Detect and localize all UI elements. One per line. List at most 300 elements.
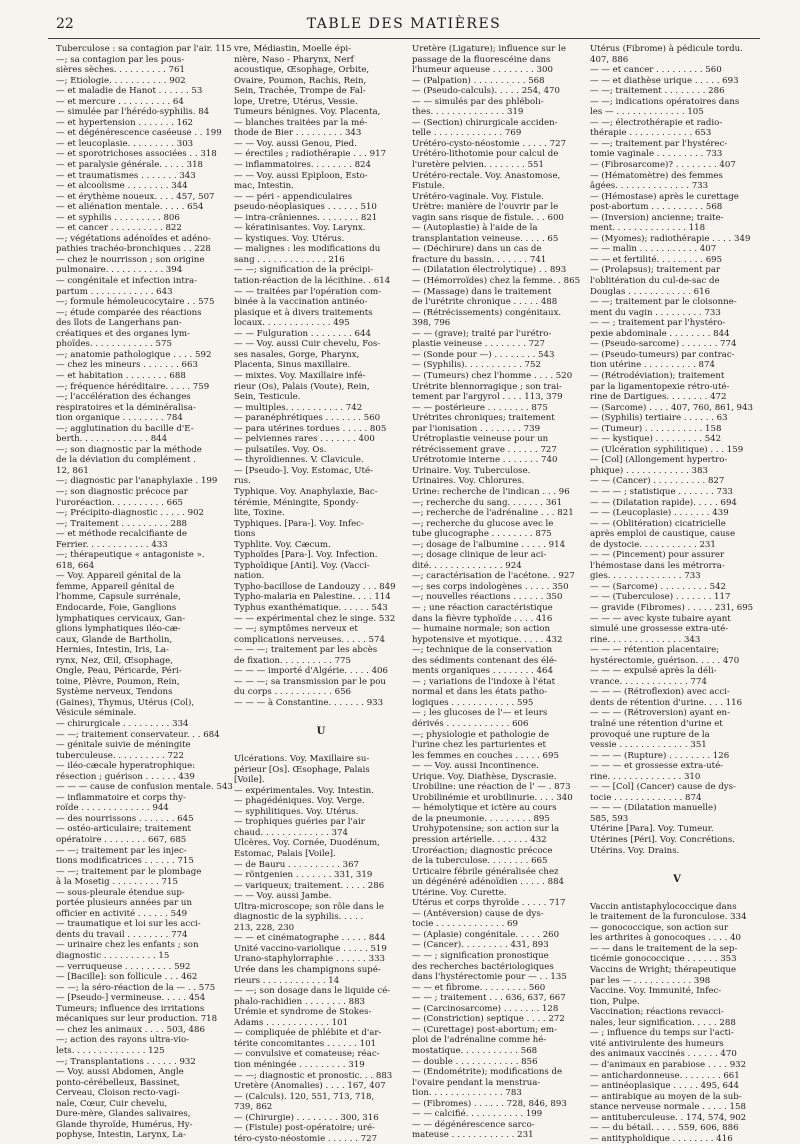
index-entry-line: — — et diathèse urique . . . . . 693 <box>590 75 739 86</box>
index-entry-line: (Gaines), Thymus, Utérus (Col), <box>56 697 195 708</box>
index-entry-line: des animaux vaccinés . . . . . . 470 <box>590 1049 737 1060</box>
index-entry-line: passage de la fluorescéine dans <box>412 54 551 65</box>
index-entry-line: pexie abdominale . . . . . . . . 844 <box>590 328 730 339</box>
index-entry-line: berth. . . . . . . . . . . . . 844 <box>56 434 168 445</box>
index-entry-line: tion, Pulpe. <box>590 996 640 1007</box>
index-entry-line: — (Palpation) . . . . . . . . . . 568 <box>412 75 545 86</box>
index-entry-line: —; Transplantations . . . . . . 932 <box>56 1056 196 1067</box>
index-entry-line: telle . . . . . . . . . . . . . 769 <box>412 128 522 139</box>
index-entry-line: — (Massage) dans le traitement <box>412 286 552 297</box>
index-entry-line: officier en activité . . . . . . 549 <box>56 908 188 919</box>
index-entry-line: gies. . . . . . . . . . . . . . 733 <box>590 571 701 582</box>
section-letter: U <box>316 726 326 737</box>
index-entry-line: des recherches bactériologiques <box>412 961 554 972</box>
index-entry-line: — chez les mineurs . . . . . . . 663 <box>56 360 198 371</box>
index-entry-line: mostatique. . . . . . . . . . . 568 <box>412 1045 538 1056</box>
index-entry-line: Douglas . . . . . . . . . . . . 616 <box>590 286 711 297</box>
index-entry-line: Ferrier. . . . . . . . . . . . 433 <box>56 539 168 550</box>
index-entry-line: normal et dans les états patho- <box>412 687 548 698</box>
index-entry-line: caux, Glande de Bartholin, <box>56 634 173 645</box>
index-entry-line: l'humeur aqueuse . . . . . . . . 300 <box>412 65 553 76</box>
index-entry-line: les arthrites à gonocoques . . . . 40 <box>590 933 742 944</box>
index-entry-line: résection ; guérison . . . . . . 439 <box>56 771 195 782</box>
index-entry-line: tuberculeuse. . . . . . . . . . 722 <box>56 750 184 761</box>
index-entry-line: — (Cancer). . . . . . . . . 431, 893 <box>412 940 549 951</box>
index-columns <box>56 44 764 1144</box>
index-entry-line: Système nerveux, Tendons <box>56 687 173 698</box>
index-entry-line: le traitement de la furonculose. 334 <box>590 912 747 923</box>
index-entry-line: Typhlite. Voy. Cæcum. <box>234 539 331 550</box>
index-entry-line: Urétéro-cysto-néostomie . . . . . 727 <box>412 138 567 149</box>
index-entry-line: — — Fulguration . . . . . . . . 644 <box>234 328 371 339</box>
index-entry-line: 739, 862 <box>234 1102 273 1113</box>
index-entry-line: — ; influence du temps sur l'acti- <box>590 1028 734 1039</box>
index-entry-line: rieurs . . . . . . . . . . . . 14 <box>234 975 340 986</box>
index-entry-line: — —; la séro-réaction de la — . . 575 <box>56 982 216 993</box>
index-entry-line: vagin sans risque de fistule. . . 600 <box>412 212 564 223</box>
index-entry-line: — — — et grossesse extra-uté- <box>590 761 724 772</box>
index-entry-line: Dure-mère, Glandes salivaires, <box>56 1109 191 1120</box>
index-entry-line: — [Pseudo-]. Voy. Estomac, Uté- <box>234 465 373 476</box>
index-entry-line: — antityphoïdique . . . . . . . . 416 <box>590 1133 733 1144</box>
index-entry-line: — — — (Rétroflexion) avec acci- <box>590 687 730 698</box>
index-entry-line: hystérectomie, guérison. . . . . 470 <box>590 655 740 666</box>
index-entry-line: tocie . . . . . . . . . . . . . 69 <box>412 919 518 930</box>
index-entry-line: dents de rétention d'urine. . . . 116 <box>590 697 743 708</box>
index-entry-line: Uretère (Ligature); influence sur le <box>412 44 566 54</box>
index-entry-line: Vaccination; réactions revacci- <box>590 1007 724 1018</box>
index-entry-line: Urique. Voy. Diathèse, Dyscrasie. <box>412 771 557 782</box>
index-entry-line: de l'urétrite chronique . . . . . 488 <box>412 297 558 308</box>
index-entry-line: Tuberculose : sa contagion par l'air. 115 <box>56 44 232 54</box>
index-entry-line: — mixtes. Voy. Maxillaire infé- <box>234 370 366 381</box>
index-entry-line: —; recherche du glucose avec le <box>412 518 554 529</box>
index-entry-line: — et sporotrichoses associées . . 318 <box>56 149 217 160</box>
index-entry-line: rynx, Nez, Œil, Œsophage, <box>56 655 173 666</box>
index-entry-line: Typho-bacillose de Landouzy . . . 849 <box>234 581 396 592</box>
index-entry-line: Typhoïdes [Para-]. Voy. Infection. <box>234 550 378 561</box>
index-entry-line: tube glucographe . . . . . . . . 875 <box>412 529 552 540</box>
index-column-3 <box>412 44 586 1141</box>
index-entry-line: —; recherche de l'adrénaline . . . 821 <box>412 508 574 519</box>
index-entry-line: tomie vaginale . . . . . . . . . 733 <box>590 149 723 160</box>
index-entry-line: — ; les glucoses de l'— et leurs <box>412 708 548 719</box>
index-entry-line: sières sèches. . . . . . . . . . 761 <box>56 65 185 76</box>
index-entry-line: âgées. . . . . . . . . . . . . . 733 <box>590 181 709 192</box>
index-entry-line: — humaine normale; son action <box>412 624 551 635</box>
index-entry-line: — sous-pleurale étendue sup- <box>56 887 185 898</box>
index-entry-line: Urétéro-lithotomie pour calcul de <box>412 149 559 160</box>
index-entry-line: — (Sarcome) . . . . 407, 760, 861, 943 <box>590 402 753 413</box>
index-entry-line: Urinaire. Voy. Tuberculose. <box>412 465 531 476</box>
index-entry-line: de fixation. . . . . . . . . . 775 <box>234 655 351 666</box>
index-entry-line: — — — (Rétroversion) ayant en- <box>590 708 730 719</box>
index-entry-line: — — — (Rupture) . . . . . . . . 126 <box>590 750 730 761</box>
index-entry-line: acoustique, Œsophage, Orbite, <box>234 65 370 76</box>
index-entry-line: — — (Tuberculose) . . . . . . . 117 <box>590 592 731 603</box>
index-entry-line: après emploi de caustique, cause <box>590 529 736 540</box>
index-entry-line: l'homme, Capsule surrénale, <box>56 592 181 603</box>
page-number: 22 <box>56 16 74 32</box>
index-entry-line: les — . . . . . . . . . . . . . 105 <box>590 107 704 118</box>
index-entry-line: Estomac, Palais [Voile]. <box>234 849 336 860</box>
index-entry-line: Hernies, Intestin, Iris, La- <box>56 645 169 656</box>
index-entry-line: logiques . . . . . . . . . . . . 595 <box>412 697 534 708</box>
index-entry-line: — et syphilis . . . . . . . . . 806 <box>56 212 180 223</box>
index-entry-line: — urinaire chez les enfants ; son <box>56 940 199 951</box>
index-entry-line: térémie, Méningite, Spondy- <box>234 497 359 508</box>
index-entry-line: Urano-staphylorraphie . . . . . . 333 <box>234 954 386 965</box>
index-entry-line: — (Prolapsus); traitement par <box>590 265 721 276</box>
index-entry-line: — chez les animaux . . . . 503, 486 <box>56 1024 205 1035</box>
index-entry-line <box>590 856 764 867</box>
index-entry-line: — Voy. aussi Abdomen, Angle <box>56 1067 184 1078</box>
index-entry-line: — — péri - appendiculaires <box>234 191 353 202</box>
index-entry-line: — inflammatoires. . . . . . . . 824 <box>234 160 371 171</box>
index-entry-line: lymphatiques cervicaux, Gan- <box>56 613 186 624</box>
index-entry-line: Urétéro-vaginale. Voy. Fistule. <box>412 191 544 202</box>
index-entry-line: —; physiologie et pathologie de <box>412 729 550 740</box>
index-entry-line: — gonococcique, son action sur <box>590 922 729 933</box>
index-entry-line: Urétrotomie interne . . . . . . . 740 <box>412 455 558 466</box>
index-entry-line: — — postérieure . . . . . . . . 875 <box>412 402 548 413</box>
index-entry-line: — (Chirurgie) . . . . . . . . 300, 316 <box>234 1112 379 1123</box>
index-entry-line: — — Voy. aussi Cuir chevelu, Fos- <box>234 339 381 350</box>
index-entry-line: — — ; signification pronostique <box>412 951 549 962</box>
index-entry-line: — [Pseudo-] vermineuse. . . . . 454 <box>56 993 206 1004</box>
index-entry-line: l'hémostase dans les métrorra- <box>590 560 725 571</box>
index-entry-line: — —; traitement par le plombage <box>56 866 202 877</box>
index-entry-line: Utérus (Fibrome) à pédicule tordu. <box>590 44 743 54</box>
page-title: TABLE DES MATIÈRES <box>306 16 502 32</box>
index-entry-line: l'uroréaction. . . . . . . . . . 665 <box>56 497 184 508</box>
index-entry-line: dents du travail . . . . . . . . 774 <box>56 929 188 940</box>
index-entry-line: — traumatique et loi sur les acci- <box>56 919 201 930</box>
index-entry-line: Urohypotensine; son action sur la <box>412 824 560 835</box>
index-entry-line: — thyroïdiennes. V. Clavicule. <box>234 455 364 466</box>
index-entry-line: — — [Col] (Cancer) cause de dys- <box>590 782 736 793</box>
index-entry-line: — érectiles ; radiothérapie . . . 917 <box>234 149 387 160</box>
index-entry-line: vre, Médiastin, Moelle épi- <box>234 44 351 54</box>
index-entry-line: — convulsive et comateuse; réac- <box>234 1049 380 1060</box>
index-entry-line: 213, 228, 230 <box>234 922 295 933</box>
index-entry-line: à la Mosetig . . . . . . . . . 715 <box>56 877 178 888</box>
index-entry-line: — ; variations de l'indoxe à l'état <box>412 676 556 687</box>
index-entry-line: — — Voy. aussi Genou, Pied. <box>234 138 357 149</box>
index-entry-line: Urée dans les champignons supé- <box>234 965 381 976</box>
index-entry-line: — — — (Dilatation manuelle) <box>590 803 717 814</box>
index-entry-line: — phagédéniques. Voy. Verge. <box>234 796 365 807</box>
index-entry-line: Urétrite blennorragique ; son trai- <box>412 381 562 392</box>
index-entry-line: —; anatomie pathologique . . . . 592 <box>56 349 212 360</box>
index-entry-line: [Voile]. <box>234 775 265 786</box>
index-entry-line: — chirurgicale . . . . . . . . . 334 <box>56 719 189 729</box>
index-entry-line: dité. . . . . . . . . . . . . . 924 <box>412 560 522 571</box>
index-entry-line: phoïdes. . . . . . . . . . . . 575 <box>56 339 172 350</box>
index-entry-line: — (Syphilis) tertiaire . . . . . . 63 <box>590 413 728 424</box>
index-entry-line: plastie veineuse . . . . . . . . 727 <box>412 339 545 350</box>
index-entry-line: ses nasales, Gorge, Pharynx, <box>234 349 360 360</box>
index-entry-line: — pulsatiles. Voy. Os. <box>234 444 327 455</box>
index-entry-line: diagnostic . . . . . . . . . . 15 <box>56 951 170 962</box>
index-entry-line: 618, 664 <box>56 560 95 571</box>
index-entry-line: —; agglutination du bacille d'E- <box>56 423 194 434</box>
index-entry-line: — double . . . . . . . . . . . . 856 <box>412 1056 538 1067</box>
index-entry-line: glions lymphatiques iléo-cæ- <box>56 624 181 635</box>
index-entry-line: Uroréaction; diagnostic précoce <box>412 845 553 856</box>
index-entry-line: — —; traitement par les injec- <box>56 845 187 856</box>
index-entry-line: — — Voy. aussi Epiploon, Esto- <box>234 170 368 181</box>
index-entry-line: pseudo-néoplasiques . . . . . . 510 <box>234 202 377 213</box>
index-entry-line: Vésicule séminale. <box>56 708 137 719</box>
index-entry-line <box>234 744 408 755</box>
index-entry-line: — — et fertilité. . . . . . . . . 695 <box>590 254 723 265</box>
index-entry-line: — — expérimental chez le singe. 532 <box>234 613 396 624</box>
index-entry-line: thérapie . . . . . . . . . . . . 653 <box>590 128 712 139</box>
index-entry-line: — et traumatismes . . . . . . . 343 <box>56 170 196 181</box>
index-entry-line: Urémie et syndrome de Stokes- <box>234 1007 372 1018</box>
index-entry-line: Typhique. Voy. Anaphylaxie, Bac- <box>234 486 378 497</box>
index-entry-line: thes. . . . . . . . . . . . . . 319 <box>412 107 524 118</box>
index-entry-line: 398, 796 <box>412 318 451 329</box>
index-entry-line: — hémolytique et ictère au cours <box>412 803 557 814</box>
index-entry-line: — — dans le traitement de la sep- <box>590 943 738 954</box>
index-entry-line: pathies trachéo-bronchiques . . 228 <box>56 244 211 255</box>
index-entry-line: — (Inversion) ancienne; traite- <box>590 212 724 223</box>
index-entry-line: — — et cinématographe . . . . . 844 <box>234 933 386 944</box>
section-letter: V <box>673 873 681 885</box>
index-entry-line: complications nerveuses. . . . . 574 <box>234 634 385 645</box>
index-entry-line: —; formule hémoleucocytaire . . 575 <box>56 297 215 308</box>
index-entry-line: rine de Dartigues. . . . . . . . 472 <box>590 392 727 403</box>
index-entry-line: Typhoïdique [Anti]. Voy. (Vacci- <box>234 560 370 571</box>
index-entry-line: — (Autoplastie) à l'aide de la <box>412 223 538 234</box>
index-entry-line: — — (grave); traité par l'urétro- <box>412 328 552 339</box>
index-entry-line: — — — expulsé après la déli- <box>590 666 717 677</box>
index-entry-line: nation. <box>234 571 265 582</box>
index-entry-line: — (Syphilis). . . . . . . . . . . 752 <box>412 360 541 371</box>
index-entry-line: — (Constriction) septique . . . . 272 <box>412 1014 565 1025</box>
index-entry-line: — — (Dilatation rapide). . . . . 694 <box>590 497 737 508</box>
index-entry-line: Ulcères. Voy. Cornée, Duodénum, <box>234 838 380 849</box>
index-entry-line: —; technique de la conservation <box>412 645 553 656</box>
index-entry-line: — expérimentales. Voy. Intestin. <box>234 785 374 796</box>
index-entry-line: — antirabique au moyen de la sub- <box>590 1091 742 1102</box>
index-entry-line: Urine: recherche de l'indican . . . 96 <box>412 486 570 497</box>
index-entry-line: Urétroplastie veineuse pour un <box>412 434 549 445</box>
index-entry-line: téro-cysto-néostomie . . . . . . 727 <box>234 1133 378 1144</box>
index-entry-line: 12, 861 <box>56 465 89 476</box>
index-entry-line: — ; une réaction caractéristique <box>412 602 553 613</box>
index-entry-line: Adams . . . . . . . . . . . . 101 <box>234 1017 349 1028</box>
index-entry-line: Endocarde, Foie, Ganglions <box>56 602 177 613</box>
index-entry-line: — et leucoplasie. . . . . . . . . 303 <box>56 138 194 149</box>
index-entry-line: — paranéphrétiques . . . . . . . 560 <box>234 413 381 424</box>
index-entry-line: —; son diagnostic précoce par <box>56 486 188 497</box>
index-entry-line <box>590 891 764 902</box>
index-entry-line: lets. . . . . . . . . . . . . . 125 <box>56 1045 165 1056</box>
index-entry-line: — et habitation . . . . . . . . 688 <box>56 370 186 381</box>
index-entry-line: — variqueux; traitement. . . . . 286 <box>234 880 385 891</box>
index-entry-line: Urobilinémie et urobilinurie. . . . 340 <box>412 792 573 803</box>
index-entry-line: — (Tumeurs) chez l'homme . . . . 520 <box>412 370 573 381</box>
index-entry-line: rus. <box>234 476 251 487</box>
index-entry-line: — (Fistule) post-opératoire; uré- <box>234 1123 375 1134</box>
index-entry-line: —; sa contagion par les pous- <box>56 54 185 65</box>
index-entry-line: Typho-malaria en Palestine. . . . 114 <box>234 592 391 603</box>
index-entry-line: ponto-cérébelleux, Bassinet, <box>56 1077 180 1088</box>
index-entry-line: pression artérielle. . . . . . . 432 <box>412 835 547 846</box>
index-entry-line: transplantation veineuse. . . . . 65 <box>412 233 559 244</box>
index-entry-line: Utérus et corps thyroïde . . . . . 717 <box>412 898 566 909</box>
index-column-2 <box>234 44 408 1144</box>
index-entry-line: — (Myomes); radiothérapie . . . . 349 <box>590 233 751 244</box>
index-entry-line: — (Hémostase) après le curettage <box>590 191 739 202</box>
index-entry-line: — — — cause de confusion mentale. 543 <box>56 782 233 793</box>
index-entry-line: — (Curettage) post-abortum; em- <box>412 1024 557 1035</box>
index-entry-line: Sein, Trachée, Trompe de Fal- <box>234 86 366 97</box>
index-entry-line: — (Rétrécissements) congénitaux. <box>412 307 562 318</box>
index-entry-line: femme, Appareil génital de <box>56 581 175 592</box>
index-entry-line: l'uretère pelvien. . . . . . . . 551 <box>412 160 544 171</box>
index-entry-line: — (Fibromes) . . . . . . 728, 846, 893 <box>412 1098 567 1109</box>
index-entry-line: tions <box>234 529 256 540</box>
index-entry-line: — (Tumeur) . . . . . . . . . . . 158 <box>590 423 722 434</box>
index-entry-line: — syphilitiques. Voy. Utérus. <box>234 806 359 817</box>
index-entry-line: de la pneumonie. . . . . . . . . 895 <box>412 813 550 824</box>
index-entry-line: — [Bacille]: son follicule . . . 462 <box>56 972 198 983</box>
index-entry-line: de dystocie. . . . . . . . . . . 231 <box>590 539 716 550</box>
index-entry-line: Utérines [Péri]. Voy. Concrétions. <box>590 835 736 846</box>
index-entry-line: mécaniques sur leur production. 718 <box>56 1014 218 1025</box>
index-entry-line: l'ovaire pendant la menstrua- <box>412 1077 541 1088</box>
index-entry-line: — antinéoplasique . . . . . 495, 644 <box>590 1081 739 1092</box>
index-entry-line: — et cancer . . . . . . . . . . 822 <box>56 223 182 234</box>
index-entry-line: — — kystique) . . . . . . . . . 542 <box>590 434 722 445</box>
index-entry-line: — — du bétail. . . . . 559, 606, 886 <box>590 1123 739 1134</box>
index-entry-line: — ostéo-articulaire; traitement <box>56 824 191 835</box>
index-entry-line: — — — rétention placentaire; <box>590 645 720 656</box>
index-entry-line: — inflammatoire et corps thy- <box>56 792 186 803</box>
index-entry-line: —; recherche du sang. . . . . . . 361 <box>412 497 563 508</box>
index-entry-line: vessie . . . . . . . . . . . . . 351 <box>590 740 707 751</box>
index-entry-line: tion organique . . . . . . . . 784 <box>56 413 183 424</box>
index-entry-line: par les — . . . . . . . . . . . 398 <box>590 975 711 986</box>
index-entry-line: — (Déchirure) dans un cas de <box>412 244 542 255</box>
index-entry-line: — multiples. . . . . . . . . . . 742 <box>234 402 363 413</box>
index-entry-line: — — —; traitement par les abcès <box>234 645 378 656</box>
index-entry-line: locaux. . . . . . . . . . . . . 495 <box>234 318 350 329</box>
index-entry-line: du corps . . . . . . . . . . . 656 <box>234 687 352 698</box>
index-entry-line: Urètre: manière de l'ouvrir par le <box>412 202 559 213</box>
index-entry-line: — —; électrothérapie et radio- <box>590 117 723 128</box>
index-entry-line: — (Section) chirurgicale acciden- <box>412 117 558 128</box>
index-entry-line: — (Dilatation électrolytique) . . 893 <box>412 265 567 276</box>
index-entry-line: mateuse . . . . . . . . . . . . 231 <box>412 1130 534 1141</box>
index-entry-line: Ultra-microscope; son rôle dans le <box>234 901 385 912</box>
index-entry-line: Typhus exanthématique. . . . . . 543 <box>234 602 388 613</box>
index-entry-line: — (Pseudo-sarcome) . . . . . . . 774 <box>590 339 737 350</box>
index-entry-line: tion méningée . . . . . . . . . 319 <box>234 1059 365 1070</box>
index-entry-line: —; ses corps indologènes . . . . . 350 <box>412 581 569 592</box>
index-entry-line: — —; diagnostic et pronostic. . . 883 <box>234 1070 393 1081</box>
index-entry-line: — —; traitement par l'hystérec- <box>590 138 728 149</box>
index-entry-line: — — simulés par des phlébolı- <box>412 96 544 107</box>
index-entry-line: — (Antéversion) cause de dys- <box>412 908 544 919</box>
index-entry-line: — kératinisantes. Voy. Larynx. <box>234 223 366 234</box>
index-entry-line: — röntgenien . . . . . . . 331, 319 <box>234 870 373 881</box>
index-entry-line: — — (Oblitération) cicatricielle <box>590 518 726 529</box>
index-entry-line: ment. . . . . . . . . . . . . . 118 <box>590 223 706 234</box>
index-entry-line: dans la fièvre typhoïde . . . . 416 <box>412 613 553 624</box>
index-entry-line: Urinaires. Voy. Chlorures. <box>412 476 525 487</box>
index-entry-line: Ulcérations. Voy. Maxillaire su- <box>234 754 370 765</box>
index-entry-line: — — — importé d'Algérie. . . . . 406 <box>234 666 388 677</box>
index-entry-line: — pelviennes rares . . . . . . . 400 <box>234 434 375 445</box>
index-entry-line: traîné une rétention d'urine et <box>590 719 723 729</box>
index-entry-line: Urobiline: une réaction de l' — . 873 <box>412 782 571 793</box>
index-entry-line: — et méthode recalcifiante de <box>56 529 188 540</box>
index-entry-line: lope, Uretre, Utérus, Vessie. <box>234 96 358 107</box>
index-entry-line: — d'animaux en parabiose . . . . 932 <box>590 1059 747 1070</box>
index-entry-line: provoqué une rupture de la <box>590 729 710 740</box>
index-entry-line: les femmes en couches . . . . . 695 <box>412 750 559 761</box>
index-entry-line: dans l'hystérectomie pour — . . 135 <box>412 972 567 983</box>
index-entry-line: un dégénéré adénoïdien . . . . . 884 <box>412 877 565 888</box>
index-entry-line: — compliquée de phlébite et d'ar- <box>234 1028 382 1039</box>
index-entry-line: térite concomitantes . . . . . . 101 <box>234 1038 377 1049</box>
index-entry-line: stance nerveuse normale . . . . . 158 <box>590 1102 746 1113</box>
index-entry-line: Urétrites chroniques; traitement <box>412 413 555 424</box>
index-entry-line: — —; traitement par le cloisonne- <box>590 297 737 308</box>
index-entry-line: —; Etiologie. . . . . . . . . . . 902 <box>56 75 186 86</box>
index-entry-line: plasique et à divers traitements <box>234 307 373 318</box>
index-entry-line: — (Pseudo-calculs). . . . . 254, 470 <box>412 86 560 97</box>
index-entry-line: thode de Bier . . . . . . . . . 343 <box>234 128 362 139</box>
index-entry-line: partum . . . . . . . . . . . . 643 <box>56 286 173 297</box>
index-entry-line: — — Voy. aussi Incontinence. <box>412 761 539 772</box>
index-entry-line: — congénitale et infection intra- <box>56 276 198 287</box>
index-entry-line: ploi de l'adrénaline comme hé- <box>412 1035 547 1046</box>
index-entry-line: — blanches traitées par la mé- <box>234 117 368 128</box>
index-entry-line: binée à la vaccination antinéo- <box>234 297 368 308</box>
index-entry-line: rieur (Os), Palais (Voute), Rein, <box>234 381 370 392</box>
index-entry-line: — malignes : les modifications du <box>234 244 381 255</box>
index-entry-line: simulé une grossesse extra-uté- <box>590 624 729 635</box>
index-entry-line: portée plusieurs années par un <box>56 898 192 909</box>
index-entry-line: respiratoires et la déminéralisa- <box>56 402 196 413</box>
index-entry-line: Utérins. Voy. Drains. <box>590 845 680 856</box>
index-entry-line: — intra-crâniennes. . . . . . . . 821 <box>234 212 378 223</box>
index-entry-line: tion utérine . . . . . . . . . . 874 <box>590 360 715 371</box>
index-entry-line: — (Rétrodéviation); traitement <box>590 370 725 381</box>
index-entry-line: créatiques et des organes lym- <box>56 328 190 339</box>
index-entry-line: — — et cancer . . . . . . . . . 560 <box>590 65 722 76</box>
index-entry-line: — [Col] (Allongement hypertro- <box>590 455 728 466</box>
index-entry-line: — — ; traitement . . . 636, 637, 667 <box>412 993 566 1004</box>
index-entry-line: ticémie gonococcique . . . . . . 353 <box>590 954 737 965</box>
index-column-4 <box>590 44 764 1144</box>
index-entry-line: — (Fibrosarcome)? . . . . . . . . 407 <box>590 160 736 171</box>
index-entry-line: — — — à Constantine. . . . . . . 933 <box>234 697 384 708</box>
index-entry-line: Vaccin antistaphylococcique dans <box>590 901 737 912</box>
index-entry-line: —; diagnostic par l'anaphylaxie . 199 <box>56 476 218 487</box>
index-entry-line: diagnostic de la syphilis. . . . . <box>234 912 364 923</box>
index-entry-line: — génitale suivie de méningite <box>56 740 191 751</box>
index-entry-line: toine, Plèvre, Poumon, Rein, <box>56 676 180 687</box>
index-entry-line: Fistule. <box>412 181 445 192</box>
index-entry-line: — (Hématomètre) des femmes <box>590 170 723 181</box>
